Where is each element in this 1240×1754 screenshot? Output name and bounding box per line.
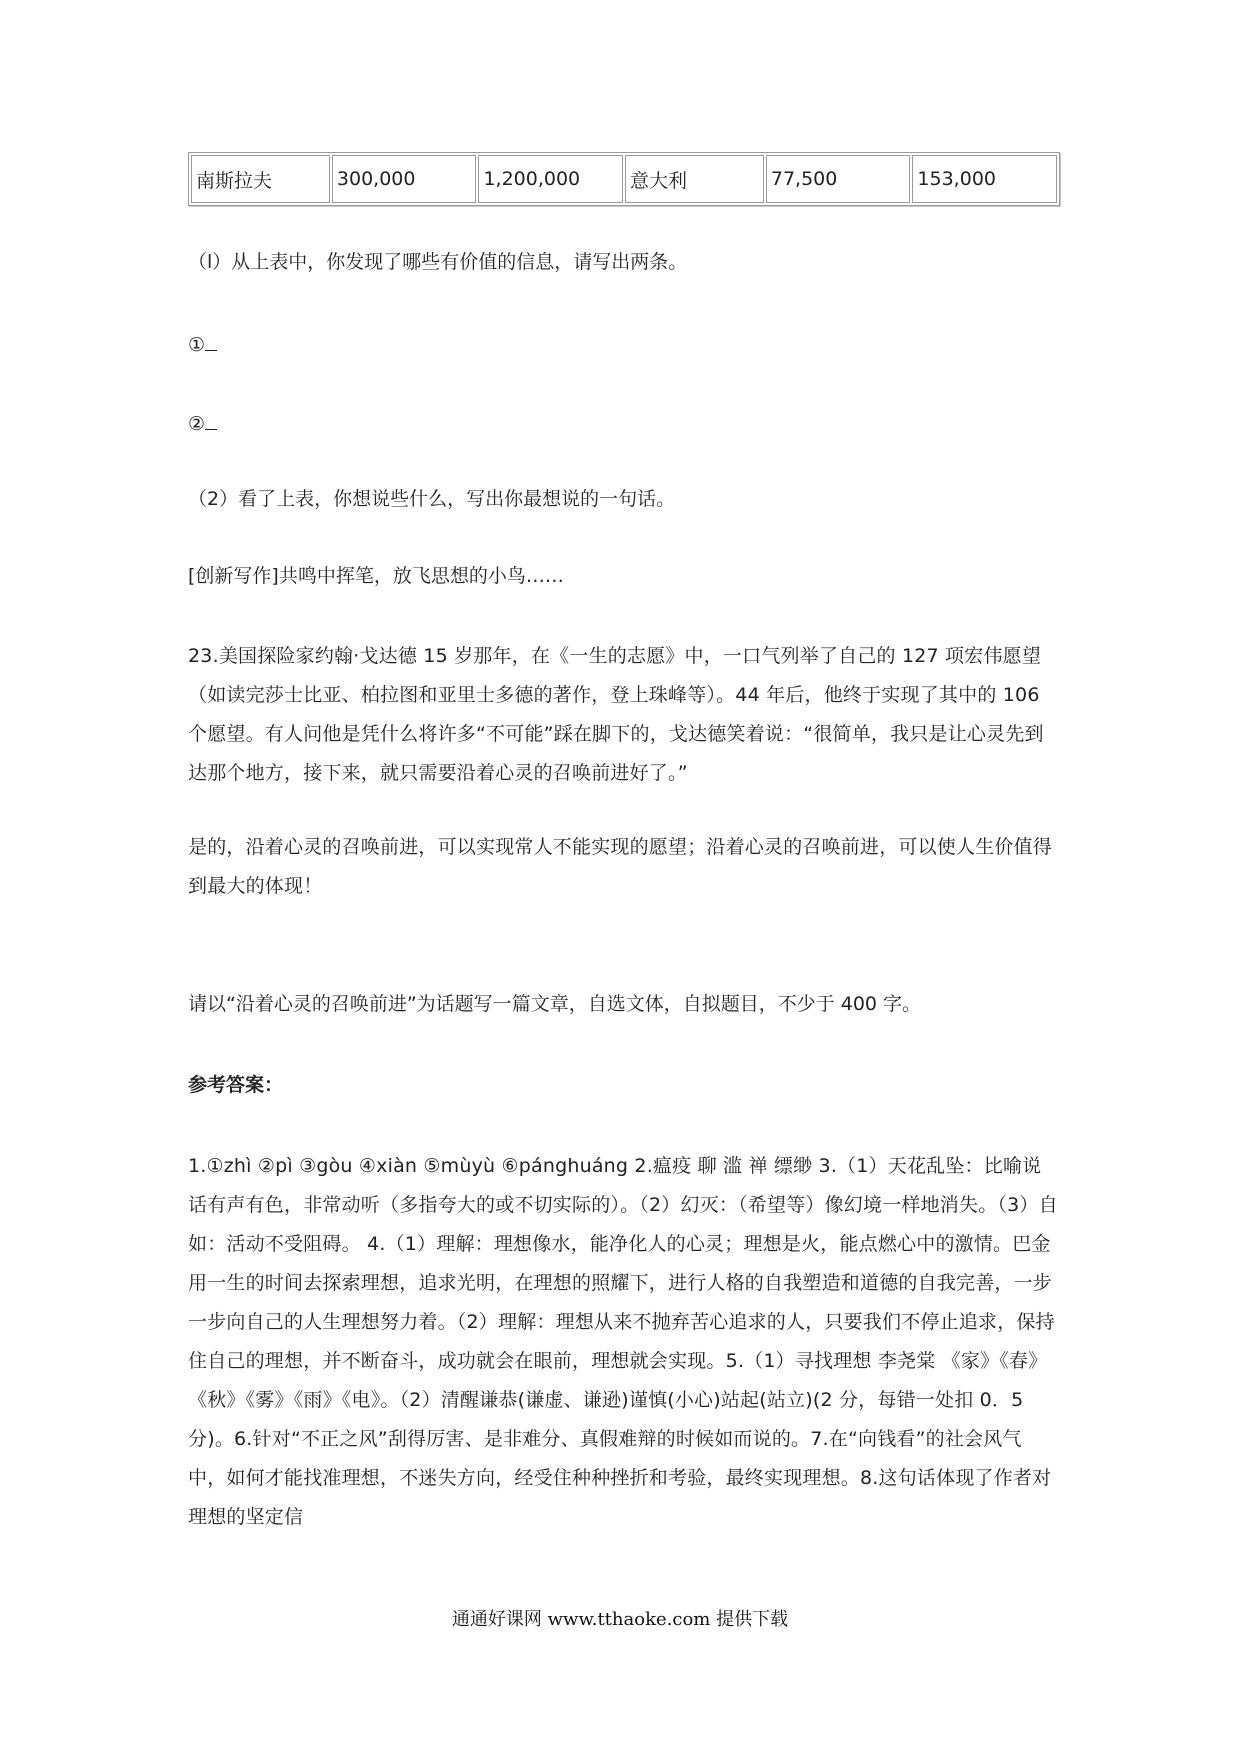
blank-marker: ① bbox=[188, 334, 206, 356]
writing-prompt-paragraph: 23.美国探险家约翰·戈达德 15 岁那年，在《一生的志愿》中，一口气列举了自己的 127 项宏伟愿望（如读完莎士比亚、柏拉图和亚里士多德的著作，登上珠峰等）。44 年后，他终于实现了其中的 106 个愿望。有人问他是凭什么将许多“不可能”踩在脚下的，戈达德笑着说：“很简单，我只是让心灵先到达那个地方，接下来，就只需要沿着心灵的召唤前进好了。” bbox=[188, 645, 1044, 784]
table-cell: 意大利 bbox=[625, 155, 764, 203]
table-row bbox=[191, 155, 1057, 203]
answers-title: 参考答案： bbox=[188, 1074, 284, 1096]
answer-blank-2 bbox=[188, 405, 1060, 443]
writing-section-title: [创新写作]共鸣中挥笔，放飞思想的小鸟…… bbox=[188, 565, 564, 587]
writing-reflection-paragraph: 是的，沿着心灵的召唤前进，可以实现常人不能实现的愿望；沿着心灵的召唤前进，可以使人生价值得到最大的体现！ bbox=[188, 836, 1053, 897]
blank-marker: ② bbox=[188, 413, 206, 435]
table-cell: 南斯拉夫 bbox=[191, 155, 330, 203]
blank-line bbox=[205, 409, 217, 430]
blank-line bbox=[205, 330, 217, 351]
question-2: （2）看了上表，你想说些什么，写出你最想说的一句话。 bbox=[188, 488, 676, 510]
table-cell: 300,000 bbox=[332, 155, 477, 203]
question-1: （l）从上表中，你发现了哪些有价值的信息，请写出两条。 bbox=[188, 251, 688, 273]
table-cell: 153,000 bbox=[912, 155, 1057, 203]
data-table bbox=[188, 152, 1060, 206]
answers-body: 1.①zhì ②pì ③gòu ④xiàn ⑤mùyù ⑥pánghuáng 2.瘟疫 聊 滥 禅 缥缈 3.（1）天花乱坠：比喻说话有声有色，非常动听（多指夸大的或不切实际的）。（2）幻灭：（希望等）像幻境一样地消失。（3）自如：活动不受阻碍。 4.（1）理解：理想像水，能净化人的心灵；理想是火，能点燃心中的激情。巴金用一生的时间去探索理想，追求光明，在理想的照耀下，进行人格的自我塑造和道德的自我完善，一步一步向自己的人生理想努力着。（2）理解：理想从来不抛弃苦心追求的人，只要我们不停止追求，保持住自己的理想，并不断奋斗，成功就会在眼前，理想就会实现。5.（1）寻找理想 李尧棠 《家》《春》《秋》《雾》《雨》《电》。（2）清醒谦恭(谦虚、谦逊)谨慎(小心)站起(站立)(2 分，每错一处扣 0．5 分)。6.针对“不正之风”刮得厉害、是非难分、真假难辩的时候如而说的。7.在“向钱看”的社会风气中，如何才能找准理想，不迷失方向，经受住种种挫折和考验，最终实现理想。8.这句话体现了作者对理想的坚定信 bbox=[188, 1155, 1058, 1528]
table-cell: 1,200,000 bbox=[478, 155, 623, 203]
table-cell: 77,500 bbox=[766, 155, 911, 203]
document-page bbox=[188, 0, 1060, 1754]
writing-task: 请以“沿着心灵的召唤前进”为话题写一篇文章，自选文体，自拟题目，不少于 400 字。 bbox=[188, 993, 922, 1015]
answer-blank-1 bbox=[188, 326, 1060, 364]
page-footer: 通通好课网 www.tthaoke.com 提供下载 bbox=[451, 1609, 789, 1630]
